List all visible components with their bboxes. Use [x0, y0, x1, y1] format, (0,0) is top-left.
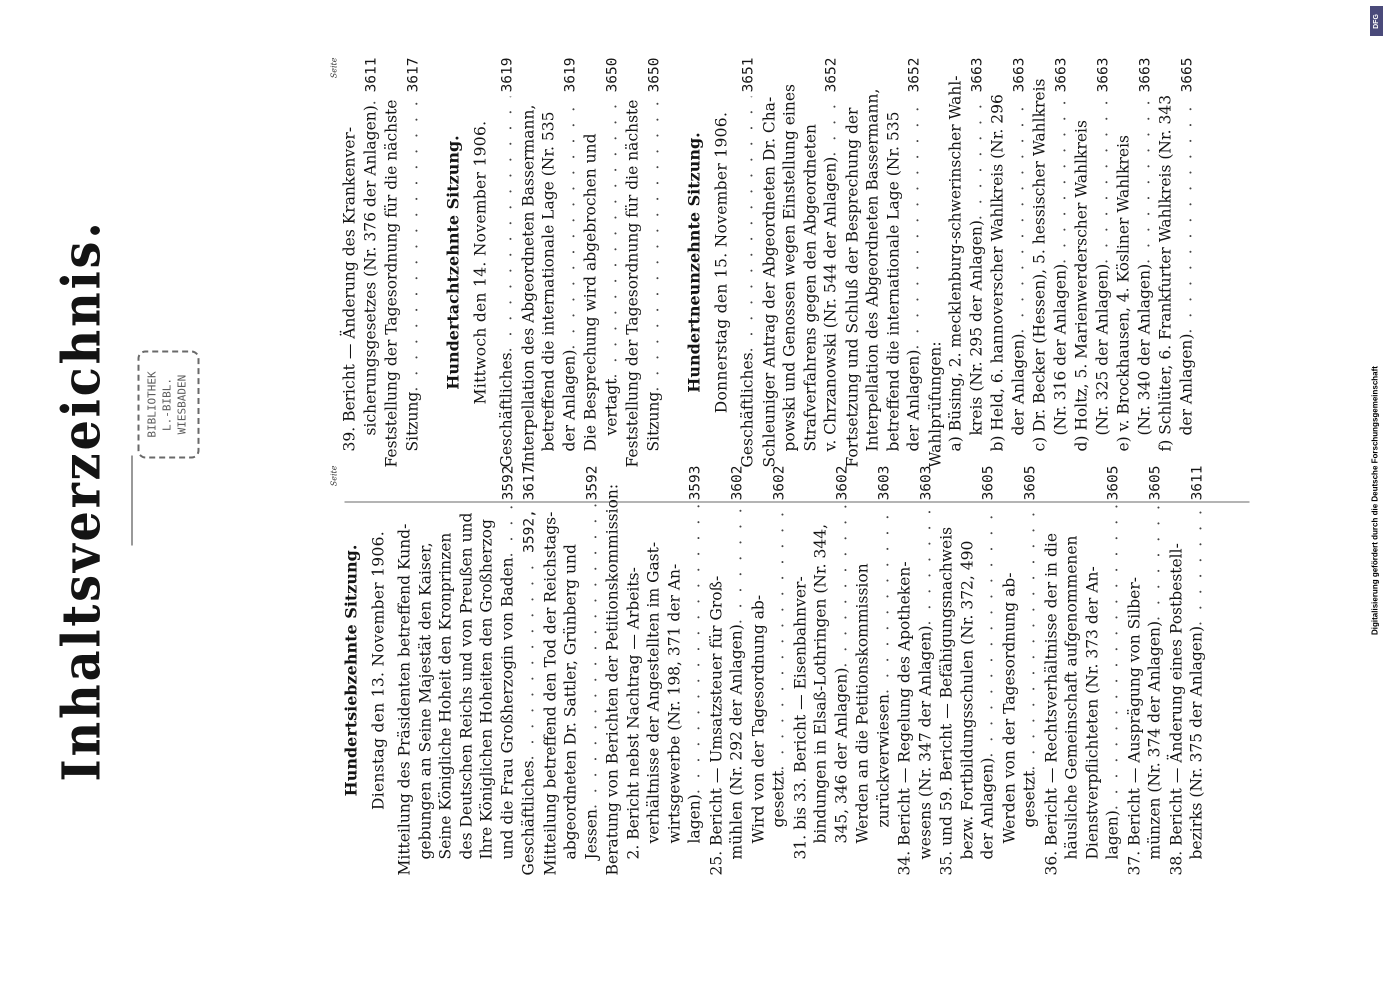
toc-entry-line — [340, 58, 361, 468]
page-number: 3619 — [562, 57, 578, 93]
toc-entry-text: v. Chrzanowski (Nr. 544 der Anlagen) — [821, 156, 840, 452]
toc-entry-line — [1008, 58, 1030, 468]
toc-entry-line — [895, 466, 916, 876]
toc-entry-text: Wahlprüfungen: — [926, 341, 944, 468]
page-number: 3619 — [499, 57, 516, 93]
toc-entry-line — [360, 58, 382, 468]
toc-entry-text: der Anlagen) — [978, 757, 997, 860]
toc-entry-line — [623, 58, 644, 468]
toc-entry-text: c) Dr. Becker (Hessen), 5. hessischer Wahlkreis — [1030, 78, 1049, 452]
toc-entry — [623, 58, 665, 468]
page-number: 3602 — [729, 465, 746, 501]
toc-entry-line — [800, 58, 821, 468]
toc-entry-text: Geschäftliches — [738, 352, 757, 468]
toc-entry-line — [1030, 58, 1051, 468]
toc-entry — [1124, 466, 1166, 876]
toc-entry-text: 25. Bericht — Umsatzsteuer für Groß- — [707, 575, 725, 876]
toc-entry-text: Werden an die Petitionskommission — [853, 563, 872, 844]
page-number: 3605 — [1022, 465, 1039, 501]
toc-entry-text: verhältnisse der Angestellten im Gast- — [644, 541, 663, 844]
toc-entry-line — [1134, 58, 1156, 468]
stamp-line: L.-BIBL. — [160, 378, 174, 431]
toc-entry — [748, 466, 790, 876]
toc-entry — [519, 466, 541, 876]
dot-leader — [581, 504, 602, 809]
page-number: 3663 — [969, 57, 985, 93]
toc-entry — [1156, 58, 1198, 468]
toc-entry-line — [1145, 466, 1167, 876]
dot-leader — [966, 96, 987, 220]
toc-entry-line — [831, 466, 853, 876]
dot-leader — [360, 96, 381, 105]
toc-entry-text: Interpellation des Abgeordneten Bassermann, — [519, 104, 537, 468]
toc-entry-line — [581, 58, 602, 468]
toc-entry-line — [706, 466, 727, 876]
toc-entry-text: abgeordneten Dr. Sattler, Grünberg und — [561, 544, 580, 860]
toc-entry-line — [863, 58, 884, 468]
toc-entry — [1030, 58, 1072, 468]
dot-leader — [497, 96, 518, 352]
toc-entry-text: Fortsetzung und Schluß der Besprechung der — [843, 107, 861, 468]
toc-entry-line — [395, 466, 416, 876]
dot-leader — [497, 504, 518, 557]
toc-entry-text: der Anlagen) — [1009, 333, 1027, 436]
toc-entry-line — [1092, 58, 1114, 468]
page-number: 3592, 3617 — [521, 465, 538, 553]
toc-entry-line — [1082, 466, 1103, 876]
session-date: Dienstag den 13. November 1906. — [369, 530, 387, 811]
toc-entry-text: betreffend die internationale Lage (Nr. 535 — [884, 111, 902, 452]
toc-entry-text: (Nr. 316 der Anlagen) — [1051, 263, 1069, 436]
toc-entry-text: bindungen in Elsaß-Lothringen (Nr. 344, — [811, 523, 830, 844]
toc-entry-line — [456, 466, 477, 876]
toc-entry — [518, 58, 581, 468]
dot-leader — [821, 96, 842, 156]
toc-entry — [706, 466, 748, 876]
page-number: 3611 — [363, 57, 379, 93]
stamp-line: WIESBADEN — [175, 374, 189, 435]
toc-entry-line — [539, 58, 560, 468]
toc-entry-text: wesens (Nr. 347 der Anlagen) — [916, 625, 934, 860]
toc-entry — [1166, 466, 1208, 876]
toc-entry-text: Jessen — [582, 809, 600, 860]
dot-leader — [1176, 96, 1197, 333]
toc-entry-text: f) Schlüter, 6. Frankfurter Wahlkreis (Nr. 343 — [1156, 94, 1175, 452]
toc-entry-text: 37. Bericht — Ausprägung von Silber- — [1125, 577, 1143, 876]
stamp-line: BIBLIOTHEK — [145, 371, 159, 438]
toc-entry-line — [497, 58, 519, 468]
toc-entry — [999, 466, 1041, 876]
toc-entry-text: 38. Bericht — Änderung eines Postbestell- — [1167, 543, 1185, 876]
toc-entry-text: lagen) — [1103, 810, 1122, 860]
toc-entry-text: d) Holtz, 5. Marienwerderscher Wahlkreis — [1072, 120, 1091, 452]
dot-leader — [1092, 96, 1113, 263]
page-number: 3650 — [604, 57, 620, 93]
toc-entry-text: 31. bis 33. Bericht — Eisenbahnver- — [791, 576, 809, 860]
toc-entry-line — [883, 58, 904, 468]
page-number: 3611 — [1189, 465, 1206, 501]
toc-entry-text: Mitteilung des Präsidenten betreffend Kund- — [395, 523, 414, 876]
dot-leader — [915, 504, 936, 625]
toc-entry-text: der Anlagen) — [560, 349, 578, 452]
toc-entry-text: vertagt — [602, 378, 620, 436]
session-title: Hundertsiebzehnte Sitzung. — [341, 544, 361, 797]
toc-entry — [623, 466, 706, 876]
toc-entry-line — [436, 466, 457, 876]
session-date: Mittwoch den 14. November 1906. — [471, 120, 489, 405]
toc-entry-line — [937, 466, 958, 876]
page-number: 3592 — [584, 465, 600, 501]
toc-entry-text: gesetzt — [1020, 770, 1039, 828]
toc-entry-line — [1062, 466, 1083, 876]
dot-leader — [1050, 96, 1071, 263]
toc-entry-text: bezw. Fortbildungsschulen (Nr. 372, 490 — [958, 540, 976, 860]
toc-entry — [937, 466, 1000, 876]
toc-entry-text: der Anlagen) — [904, 349, 923, 452]
page-number: 3603 — [876, 465, 892, 501]
toc-entry-line — [497, 466, 519, 876]
toc-entry-line — [1156, 58, 1177, 468]
page-number: 3605 — [1147, 465, 1164, 501]
toc-entry-line — [415, 466, 436, 876]
page-number: 3605 — [1105, 465, 1122, 501]
toc-entry-line — [540, 466, 561, 876]
dot-leader — [1103, 504, 1124, 810]
toc-entries — [497, 58, 665, 468]
page-number: 3665 — [1179, 57, 1195, 93]
toc-entry — [1114, 58, 1156, 468]
toc-entry-text: bezirks (Nr. 375 der Anlagen) — [1187, 625, 1206, 860]
toc-entry — [988, 58, 1030, 468]
toc-entry-line — [518, 58, 539, 468]
toc-entry — [759, 58, 842, 468]
library-stamp — [138, 351, 200, 459]
dot-leader — [831, 504, 852, 667]
page-title: Inhaltsverzeichnis. — [51, 219, 113, 782]
toc-entry-line — [685, 466, 707, 876]
toc-entry-text: gebungen an Seine Majestät den Kaiser, — [416, 542, 434, 860]
scanned-page — [0, 1, 1383, 1001]
toc-entry-line — [644, 466, 665, 876]
toc-entry-text: wirtsgewerbe (Nr. 198, 371 der An- — [665, 563, 683, 844]
page-number: 3592 — [500, 465, 516, 501]
dot-leader — [1020, 504, 1041, 770]
toc-left-column — [330, 466, 1209, 876]
toc-entry-line — [1020, 466, 1042, 876]
toc-entry-line — [559, 58, 581, 468]
page-number: 3650 — [646, 57, 662, 93]
toc-entry-text: Ihre Königlichen Hoheiten den Großherzog — [477, 519, 496, 860]
dot-leader — [873, 504, 894, 694]
toc-entry-text: 36. Bericht — Rechtsverhältnisse der in die — [1042, 533, 1060, 876]
toc-entry-text: Wird von der Tagesordnung ab- — [749, 594, 767, 844]
toc-entry-line — [853, 466, 874, 876]
toc-entry — [738, 58, 760, 468]
toc-entry-line — [904, 58, 926, 468]
toc-entry-text: 345, 346 der Anlagen) — [832, 667, 850, 844]
dot-leader — [519, 557, 540, 761]
toc-entry-text: Dienstverpflichteten (Nr. 373 der An- — [1083, 566, 1101, 860]
dot-leader — [1187, 504, 1208, 626]
toc-entry-text: 35. und 59. Bericht — Befähigungsnachweis — [937, 526, 956, 876]
toc-entry-text: powski und Genossen wegen Einstellung eines — [780, 84, 799, 452]
page-number: 3663 — [1011, 57, 1027, 93]
toc-entry-text: gesetzt — [769, 770, 788, 828]
toc-entry-text: Mitteilung betreffend den Tod der Reichstags- — [541, 511, 559, 876]
toc-entry-line — [402, 58, 424, 468]
session-date: Donnerstag den 15. November 1906. — [712, 111, 730, 414]
toc-entry-text: Interpellation des Abgeordneten Bassermann, — [863, 88, 882, 452]
dot-leader — [601, 96, 622, 378]
dot-leader — [559, 96, 580, 349]
page-number: 3602 — [834, 465, 850, 501]
toc-entry — [395, 466, 519, 876]
toc-entry-text: (Nr. 340 der Anlagen) — [1135, 263, 1153, 436]
toc-entry-text: Feststellung der Tagesordnung für die nächste — [623, 99, 642, 468]
toc-entry-text: des Deutschen Reichs und von Preußen und — [457, 512, 475, 860]
toc-entry-line — [978, 466, 1000, 876]
toc-entry-text: e) v. Brockhausen, 4. Kösliner Wahlkreis — [1114, 134, 1133, 452]
toc-entry-line — [727, 466, 749, 876]
dot-leader — [643, 96, 664, 391]
toc-entry-line — [738, 58, 760, 468]
page-number: 3602 — [771, 465, 788, 501]
toc-entry-text: Geschäftliches — [519, 760, 538, 876]
toc-entry-line — [623, 466, 644, 876]
dot-leader — [727, 504, 748, 624]
page-number: 3603 — [918, 465, 934, 501]
page-number: 3651 — [740, 57, 757, 93]
toc-entry-line — [1103, 466, 1125, 876]
dot-leader — [738, 96, 759, 352]
dfg-logo-text: DFG — [1373, 13, 1380, 29]
toc-entry — [603, 466, 624, 876]
toc-entry-line — [561, 466, 582, 876]
toc-entry-text: (Nr. 325 der Anlagen) — [1093, 263, 1111, 436]
toc-entry-text: 34. Bericht — Regelung des Apotheken- — [895, 561, 914, 876]
toc-entry — [497, 58, 519, 468]
toc-entry-text: zurückverwiesen — [874, 694, 892, 828]
toc-entry-line — [946, 58, 967, 468]
toc-entry-line — [966, 58, 988, 468]
toc-entry — [946, 58, 988, 468]
title-rule — [132, 456, 133, 546]
toc-entry-text: Werden von der Tagesordnung ab- — [1000, 572, 1018, 844]
toc-entry-text: 39. Bericht — Änderung des Krankenver- — [340, 126, 359, 452]
toc-entry-text: Strafverfahrens gegen den Abgeordneten — [801, 124, 819, 452]
toc-entry-line — [759, 58, 780, 468]
dot-leader — [769, 504, 790, 770]
toc-entry-line — [519, 466, 541, 876]
dot-leader — [1134, 96, 1155, 263]
page-number: 3663 — [1137, 57, 1153, 93]
toc-entry — [540, 466, 603, 876]
session-title: Hundertneunzehnte Sitzung. — [684, 132, 704, 393]
toc-entry-line — [1114, 58, 1135, 468]
dfg-logo — [1370, 6, 1383, 36]
toc-entry-line — [748, 466, 769, 876]
toc-entry — [925, 58, 946, 468]
toc-entry-line — [790, 466, 811, 876]
toc-entry — [382, 58, 424, 468]
toc-entry-line — [873, 466, 895, 876]
toc-entry — [1041, 466, 1124, 876]
page-number: 3617 — [405, 57, 421, 93]
toc-entry-text: b) Held, 6. hannoverscher Wahlkreis (Nr. 296 — [988, 94, 1007, 452]
toc-entries — [395, 466, 1209, 876]
toc-entry-line — [603, 466, 624, 876]
toc-entry-line — [842, 58, 863, 468]
toc-entry-text: betreffend die internationale Lage (Nr. 535 — [539, 111, 558, 452]
toc-entry-line — [821, 58, 843, 468]
dot-leader — [978, 504, 999, 757]
page-number: 3605 — [980, 465, 997, 501]
toc-entry-line — [664, 466, 685, 876]
toc-entry — [853, 466, 895, 876]
toc-entry-line — [1041, 466, 1062, 876]
dot-leader — [402, 96, 423, 391]
toc-entry-line — [811, 466, 832, 876]
toc-entry-text: kreis (Nr. 295 der Anlagen) — [967, 220, 985, 436]
toc-entry-text: häusliche Gemeinschaft aufgenommenen — [1062, 535, 1081, 860]
seite-label: Seite — [329, 465, 339, 487]
toc-entry — [895, 466, 937, 876]
toc-entry-text: Seine Königliche Hoheit den Kronprinzen — [436, 532, 455, 860]
toc-entry-line — [601, 58, 623, 468]
toc-entry-line — [477, 466, 498, 876]
toc-entry-text: Die Besprechung wird abgebrochen und — [581, 133, 600, 452]
toc-entry-line — [999, 466, 1020, 876]
toc-entry-text: a) Büsing, 2. mecklenburg-schwerinscher Wahl- — [946, 75, 965, 452]
toc-entry-text: der Anlagen) — [1177, 333, 1195, 436]
toc-entry-line — [915, 466, 937, 876]
toc-entry-text: lagen) — [685, 794, 704, 844]
toc-entry-line — [1166, 466, 1187, 876]
toc-entry — [340, 58, 382, 468]
toc-entry-text: sicherungsgesetzes (Nr. 376 der Anlagen) — [361, 105, 379, 436]
credit-text: Digitalisierung gefördert durch die Deutsche Forschungsgemeinschaft — [1370, 366, 1380, 635]
toc-entries — [738, 58, 1198, 468]
toc-entry-text: Sitzung — [644, 391, 662, 452]
toc-entry-line — [1124, 466, 1145, 876]
toc-entry-line — [1072, 58, 1093, 468]
toc-entry-text: Feststellung der Tagesordnung für die nächste — [382, 99, 401, 468]
page-number: 3593 — [687, 465, 704, 501]
dot-leader — [904, 96, 925, 349]
digitization-credit — [1370, 0, 1383, 1000]
toc-entries — [340, 58, 424, 468]
toc-entry — [581, 58, 623, 468]
toc-entry-text: Sitzung — [403, 391, 421, 452]
toc-entry-line — [769, 466, 791, 876]
toc-entry-text: Beratung von Berichten der Petitionskommission: — [603, 483, 622, 876]
seite-label: Seite — [329, 57, 339, 79]
toc-entry-text: mühlen (Nr. 292 der Anlagen) — [727, 624, 746, 860]
toc-entry — [1072, 58, 1114, 468]
page-number: 3652 — [906, 57, 923, 93]
toc-entry-line — [1176, 58, 1198, 468]
toc-entry-line — [988, 58, 1009, 468]
page-number: 3652 — [823, 57, 840, 93]
toc-entry-line — [1187, 466, 1209, 876]
toc-entry-text: münzen (Nr. 374 der Anlagen) — [1145, 620, 1164, 860]
toc-entry-text: Schleuniger Antrag der Abgeordneten Dr. Cha- — [760, 96, 778, 468]
toc-entry-line — [643, 58, 665, 468]
toc-entry-text: 2. Bericht nebst Nachtrag — Arbeits- — [624, 567, 642, 860]
dot-leader — [1145, 504, 1166, 621]
toc-entry-line — [957, 466, 978, 876]
dot-leader — [1008, 96, 1029, 333]
toc-right-column — [330, 58, 1198, 468]
toc-entry-line — [925, 58, 946, 468]
toc-entry — [842, 58, 925, 468]
page-number: 3663 — [1095, 57, 1111, 93]
dot-leader — [685, 504, 706, 794]
toc-entry-line — [780, 58, 801, 468]
toc-entry-text: und die Frau Großherzogin von Baden — [498, 557, 516, 860]
toc-entry-line — [581, 466, 603, 876]
toc-entry-line — [1050, 58, 1072, 468]
toc-entry-line — [382, 58, 403, 468]
session-title: Hundertachtzehnte Sitzung. — [443, 135, 463, 390]
page-number: 3663 — [1053, 57, 1069, 93]
toc-entry-text: Geschäftliches — [497, 352, 516, 468]
toc-entry — [790, 466, 853, 876]
